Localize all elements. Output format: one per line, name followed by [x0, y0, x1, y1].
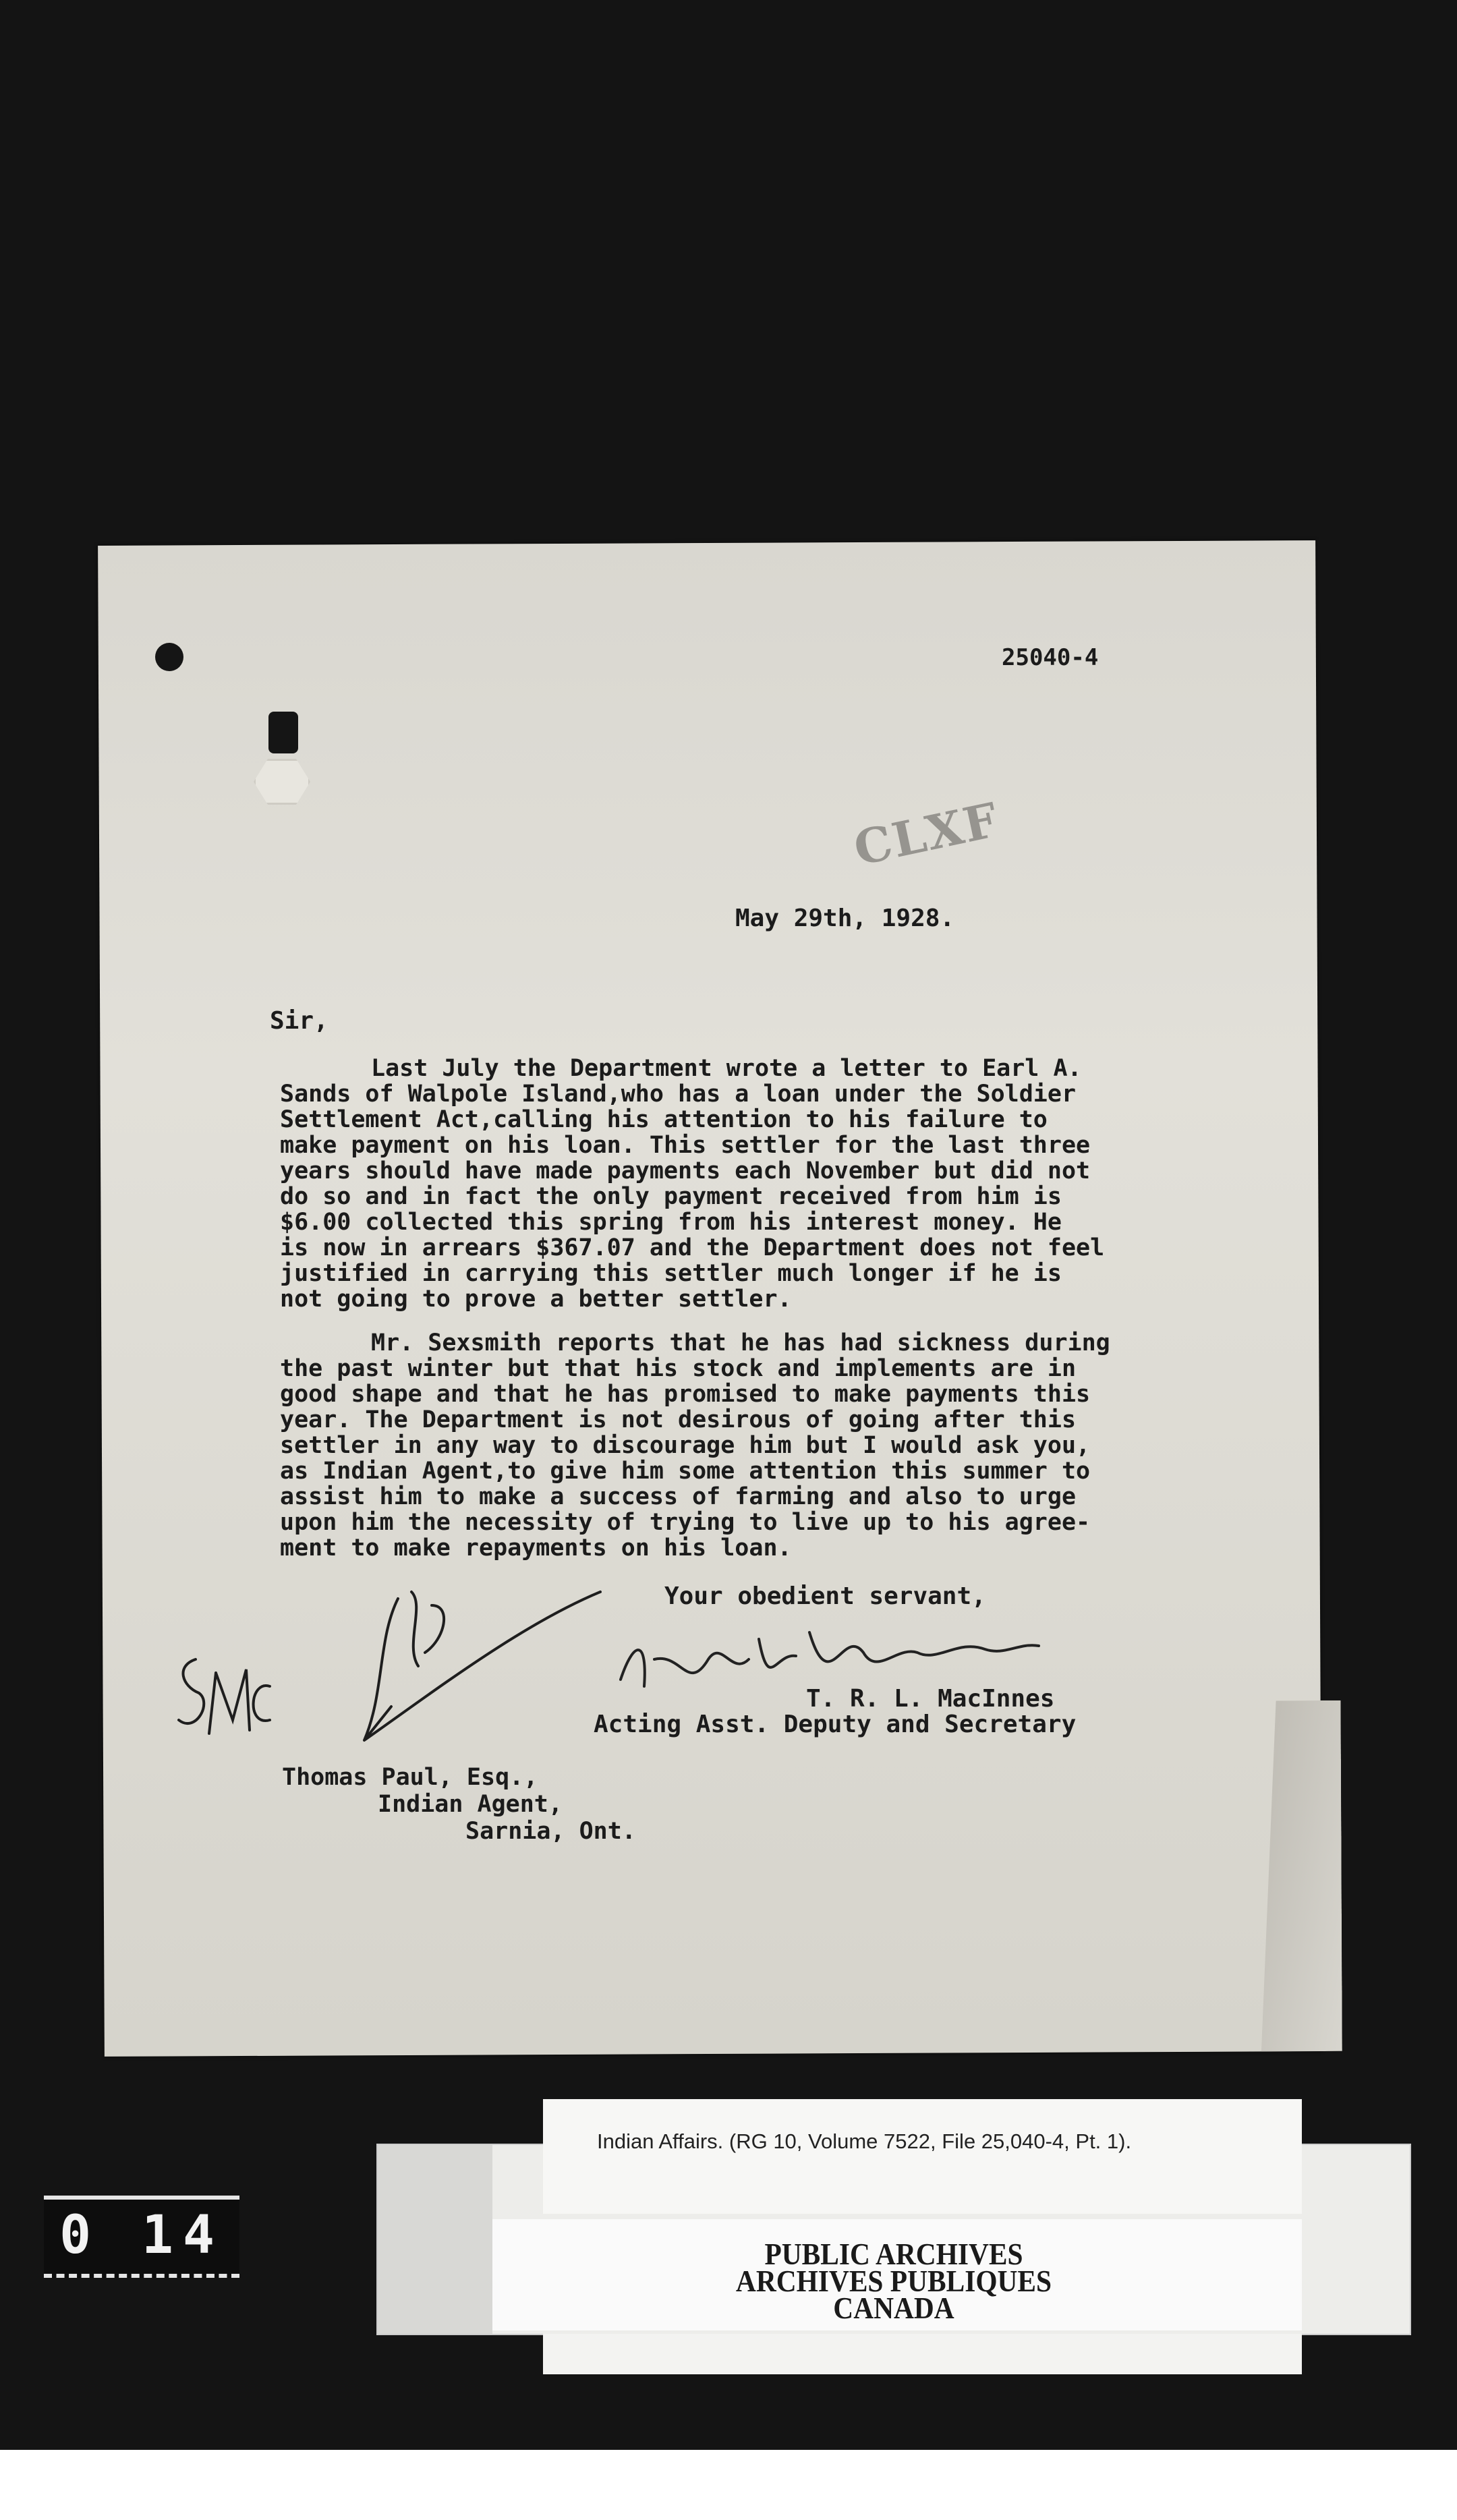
- handwritten-initials-jp: [351, 1578, 607, 1747]
- paragraph-line: ment to make repayments on his loan.: [280, 1535, 792, 1562]
- addressee-line: Indian Agent,: [378, 1791, 563, 1818]
- bottom-white-band: [0, 2450, 1457, 2520]
- source-citation-card: [543, 2099, 1302, 2214]
- letter-date: May 29th, 1928.: [735, 905, 955, 932]
- label-strip: [543, 2334, 1302, 2374]
- salutation: Sir,: [270, 1007, 328, 1035]
- file-number: 25040-4: [1002, 644, 1099, 671]
- frame-number: 0 14: [59, 2205, 224, 2266]
- paragraph-line: as Indian Agent,to give him some attention this summer to: [280, 1458, 1091, 1485]
- paragraph-line: make payment on his loan. This settler for the last three: [280, 1132, 1091, 1159]
- paragraph-line: settler in any way to discourage him but I would ask you,: [280, 1432, 1091, 1459]
- paragraph-line: justified in carrying this settler much longer if he is: [280, 1260, 1062, 1287]
- registry-stamp: CLXF: [849, 791, 1004, 877]
- staple-mark: [268, 712, 298, 753]
- paragraph-line: upon him the necessity of trying to live up to his agree-: [280, 1509, 1091, 1536]
- paragraph-line: year. The Department is not desirous of going after this: [280, 1406, 1077, 1433]
- paragraph-line: years should have made payments each November but did not: [280, 1157, 1091, 1184]
- body-paragraph-1: [280, 1056, 1177, 1312]
- punch-hole: [155, 643, 183, 671]
- body-paragraph-2: [280, 1330, 1177, 1561]
- paragraph-line: not going to prove a better settler.: [280, 1286, 792, 1313]
- addressee-line: Thomas Paul, Esq.,: [282, 1764, 538, 1791]
- paragraph-line: good shape and that he has promised to make payments this: [280, 1381, 1091, 1408]
- paragraph-line: assist him to make a success of farming and also to urge: [280, 1483, 1077, 1510]
- paragraph-line: Sands of Walpole Island,who has a loan under the Soldier: [280, 1081, 1077, 1108]
- handwritten-initials-smg: [169, 1646, 277, 1747]
- paragraph-line: Mr. Sexsmith reports that he has had sickness during: [371, 1329, 1110, 1356]
- archive-country: CANADA: [833, 2291, 954, 2325]
- addressee-line: Sarnia, Ont.: [465, 1818, 636, 1845]
- paragraph-line: is now in arrears $367.07 and the Department does not feel: [280, 1234, 1105, 1261]
- complimentary-close: Your obedient servant,: [664, 1582, 986, 1610]
- archive-name-fr: ARCHIVES PUBLIQUES: [735, 2264, 1052, 2298]
- archive-name-en: PUBLIC ARCHIVES: [764, 2237, 1023, 2271]
- signatory-name: T. R. L. MacInnes: [806, 1685, 1055, 1713]
- film-frame-counter: [44, 2196, 239, 2278]
- signatory-title: Acting Asst. Deputy and Secretary: [594, 1711, 1077, 1738]
- paragraph-line: $6.00 collected this spring from his interest money. He: [280, 1209, 1062, 1236]
- paragraph-line: Last July the Department wrote a letter to Earl A.: [371, 1055, 1082, 1082]
- paper-edge-fold: [1260, 1700, 1342, 2052]
- paragraph-line: Settlement Act,calling his attention to his failure to: [280, 1106, 1048, 1133]
- paragraph-line: do so and in fact the only payment received from him is: [280, 1183, 1062, 1210]
- paragraph-line: the past winter but that his stock and implements are in: [280, 1355, 1077, 1382]
- source-citation: Indian Affairs. (RG 10, Volume 7522, File 25,040-4, Pt. 1).: [597, 2129, 1132, 2153]
